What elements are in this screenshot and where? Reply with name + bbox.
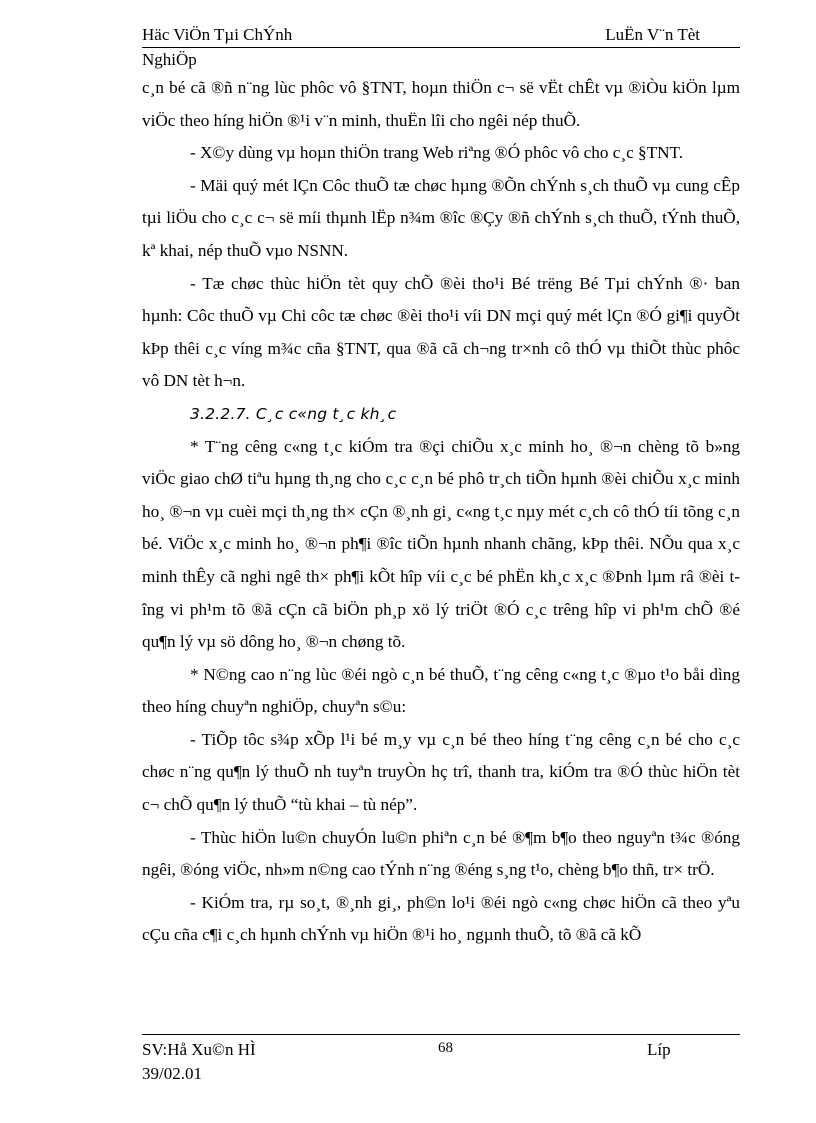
paragraph: - Mäi quý mét lÇn Côc thuÕ tæ chøc hµng ®Õn chÝnh s¸ch thuÕ vµ cung cÊp tµi liÖu cho c¸c c¬ së míi thµnh lËp n¾m ®îc ®Çy ®ñ chÝnh s¸ch thuÕ, tÝnh thuÕ, kª khai, nép thuÕ vµo NSNN. (142, 175, 740, 260)
page-body (142, 72, 740, 952)
paragraph: - Tæ chøc thùc hiÖn tèt quy chÕ ®èi tho¹i Bé trëng Bé Tµi chÝnh ®· ban hµnh: Côc thuÕ vµ Chi côc tæ chøc ®èi tho¹i víi DN mçi quý mét lÇn ®Ó gi¶i quyÕt kÞp thêi c¸c víng m¾c cña §TNT, qua ®ã cã ch¬ng tr×nh cô thÓ vµ thiÕt thùc phôc vô DN tèt h¬n. (142, 273, 740, 391)
header-institution: Häc ViÖn Tµi ChÝnh (142, 25, 293, 44)
paragraph: - TiÕp tôc s¾p xÕp l¹i bé m¸y vµ c¸n bé theo híng t¨ng cêng c¸n bé cho c¸c chøc n¨ng qu¶n lý thuÕ nh tuyªn truyÒn hç trî, thanh tra, kiÓm tra ®Ó thùc hiÖn tèt c¬ chÕ qu¶n lý thuÕ “tù khai – tù nép”. (142, 729, 740, 815)
page-footer (142, 1039, 740, 1083)
paragraph: - X©y dùng vµ hoµn thiÖn trang Web riªng ®Ó phôc vô cho c¸c §TNT. (190, 143, 684, 163)
section-heading (142, 398, 740, 431)
section-heading-text: 3.2.2.7. C¸c c«ng t¸c kh¸c (190, 404, 397, 423)
paragraph: c¸n bé cã ®ñ n¨ng lùc phôc vô §TNT, hoµn thiÖn c¬ së vËt chÊt vµ ®iÒu kiÖn lµm viÖc theo híng hiÖn ®¹i v¨n minh, thuËn lîi cho ngêi nép thuÕ. (142, 78, 740, 130)
header-continuation: NghiÖp (142, 50, 197, 69)
header-divider (142, 47, 740, 48)
footer-student-name: SV:Hå Xu©n HÌ (142, 1040, 256, 1059)
footer-divider (142, 1034, 740, 1035)
paragraph: * N©ng cao n¨ng lùc ®éi ngò c¸n bé thuÕ, t¨ng cêng c«ng t¸c ®µo t¹o båi dìng theo híng chuyªn nghiÖp, chuyªn s©u: (142, 664, 740, 717)
page-header (142, 25, 740, 45)
footer-class-label: Líp (647, 1040, 671, 1059)
footer-class-code: 39/02.01 (142, 1064, 202, 1083)
paragraph: - Thùc hiÖn lu©n chuyÓn lu©n phiªn c¸n bé ®¶m b¶o theo nguyªn t¾c ®óng ngêi, ®óng viÖc, nh»m n©ng cao tÝnh n¨ng ®éng s¸ng t¹o, chèng b¶o thñ, tr× trÖ. (142, 827, 740, 880)
paragraph: * T¨ng cêng c«ng t¸c kiÓm tra ®çi chiÕu x¸c minh ho¸ ®¬n chèng tõ b»ng viÖc giao chØ tiªu hµng th¸ng cho c¸c c¸n bé phô tr¸ch tiÕn hµnh ®èi chiÕu x¸c minh ho¸ ®¬n vµ cuèi mçi th¸ng th× cÇn ®¸nh gi¸ c«ng t¸c nµy mét c¸ch cô thÓ tíi tõng c¸n bé. ViÖc x¸c minh ho¸ ®¬n ph¶i ®îc tiÕn hµnh nhanh chãng, kÞp thêi. NÕu qua x¸c minh thÊy cã nghi ngê th× ph¶i kÕt hîp víi c¸c bé phËn kh¸c x¸c ®Þnh lµm râ ®èi tîng vi ph¹m tõ ®ã cÇn cã biÖn ph¸p xö lý triÖt ®Ó c¸c trêng hîp vi ph¹m chÕ ®é qu¶n lý vµ sö dông ho¸ ®¬n chøng tõ. (142, 436, 740, 652)
paragraph: - KiÓm tra, rµ so¸t, ®¸nh gi¸, ph©n lo¹i ®éi ngò c«ng chøc hiÖn cã theo yªu cÇu cña c¶i c¸ch hµnh chÝnh vµ hiÖn ®¹i ho¸ ngµnh thuÕ, tõ ®ã cã kÕ (142, 892, 740, 945)
header-document-type: LuËn V¨n Tèt (605, 25, 700, 44)
page-number: 68 (438, 1040, 453, 1056)
